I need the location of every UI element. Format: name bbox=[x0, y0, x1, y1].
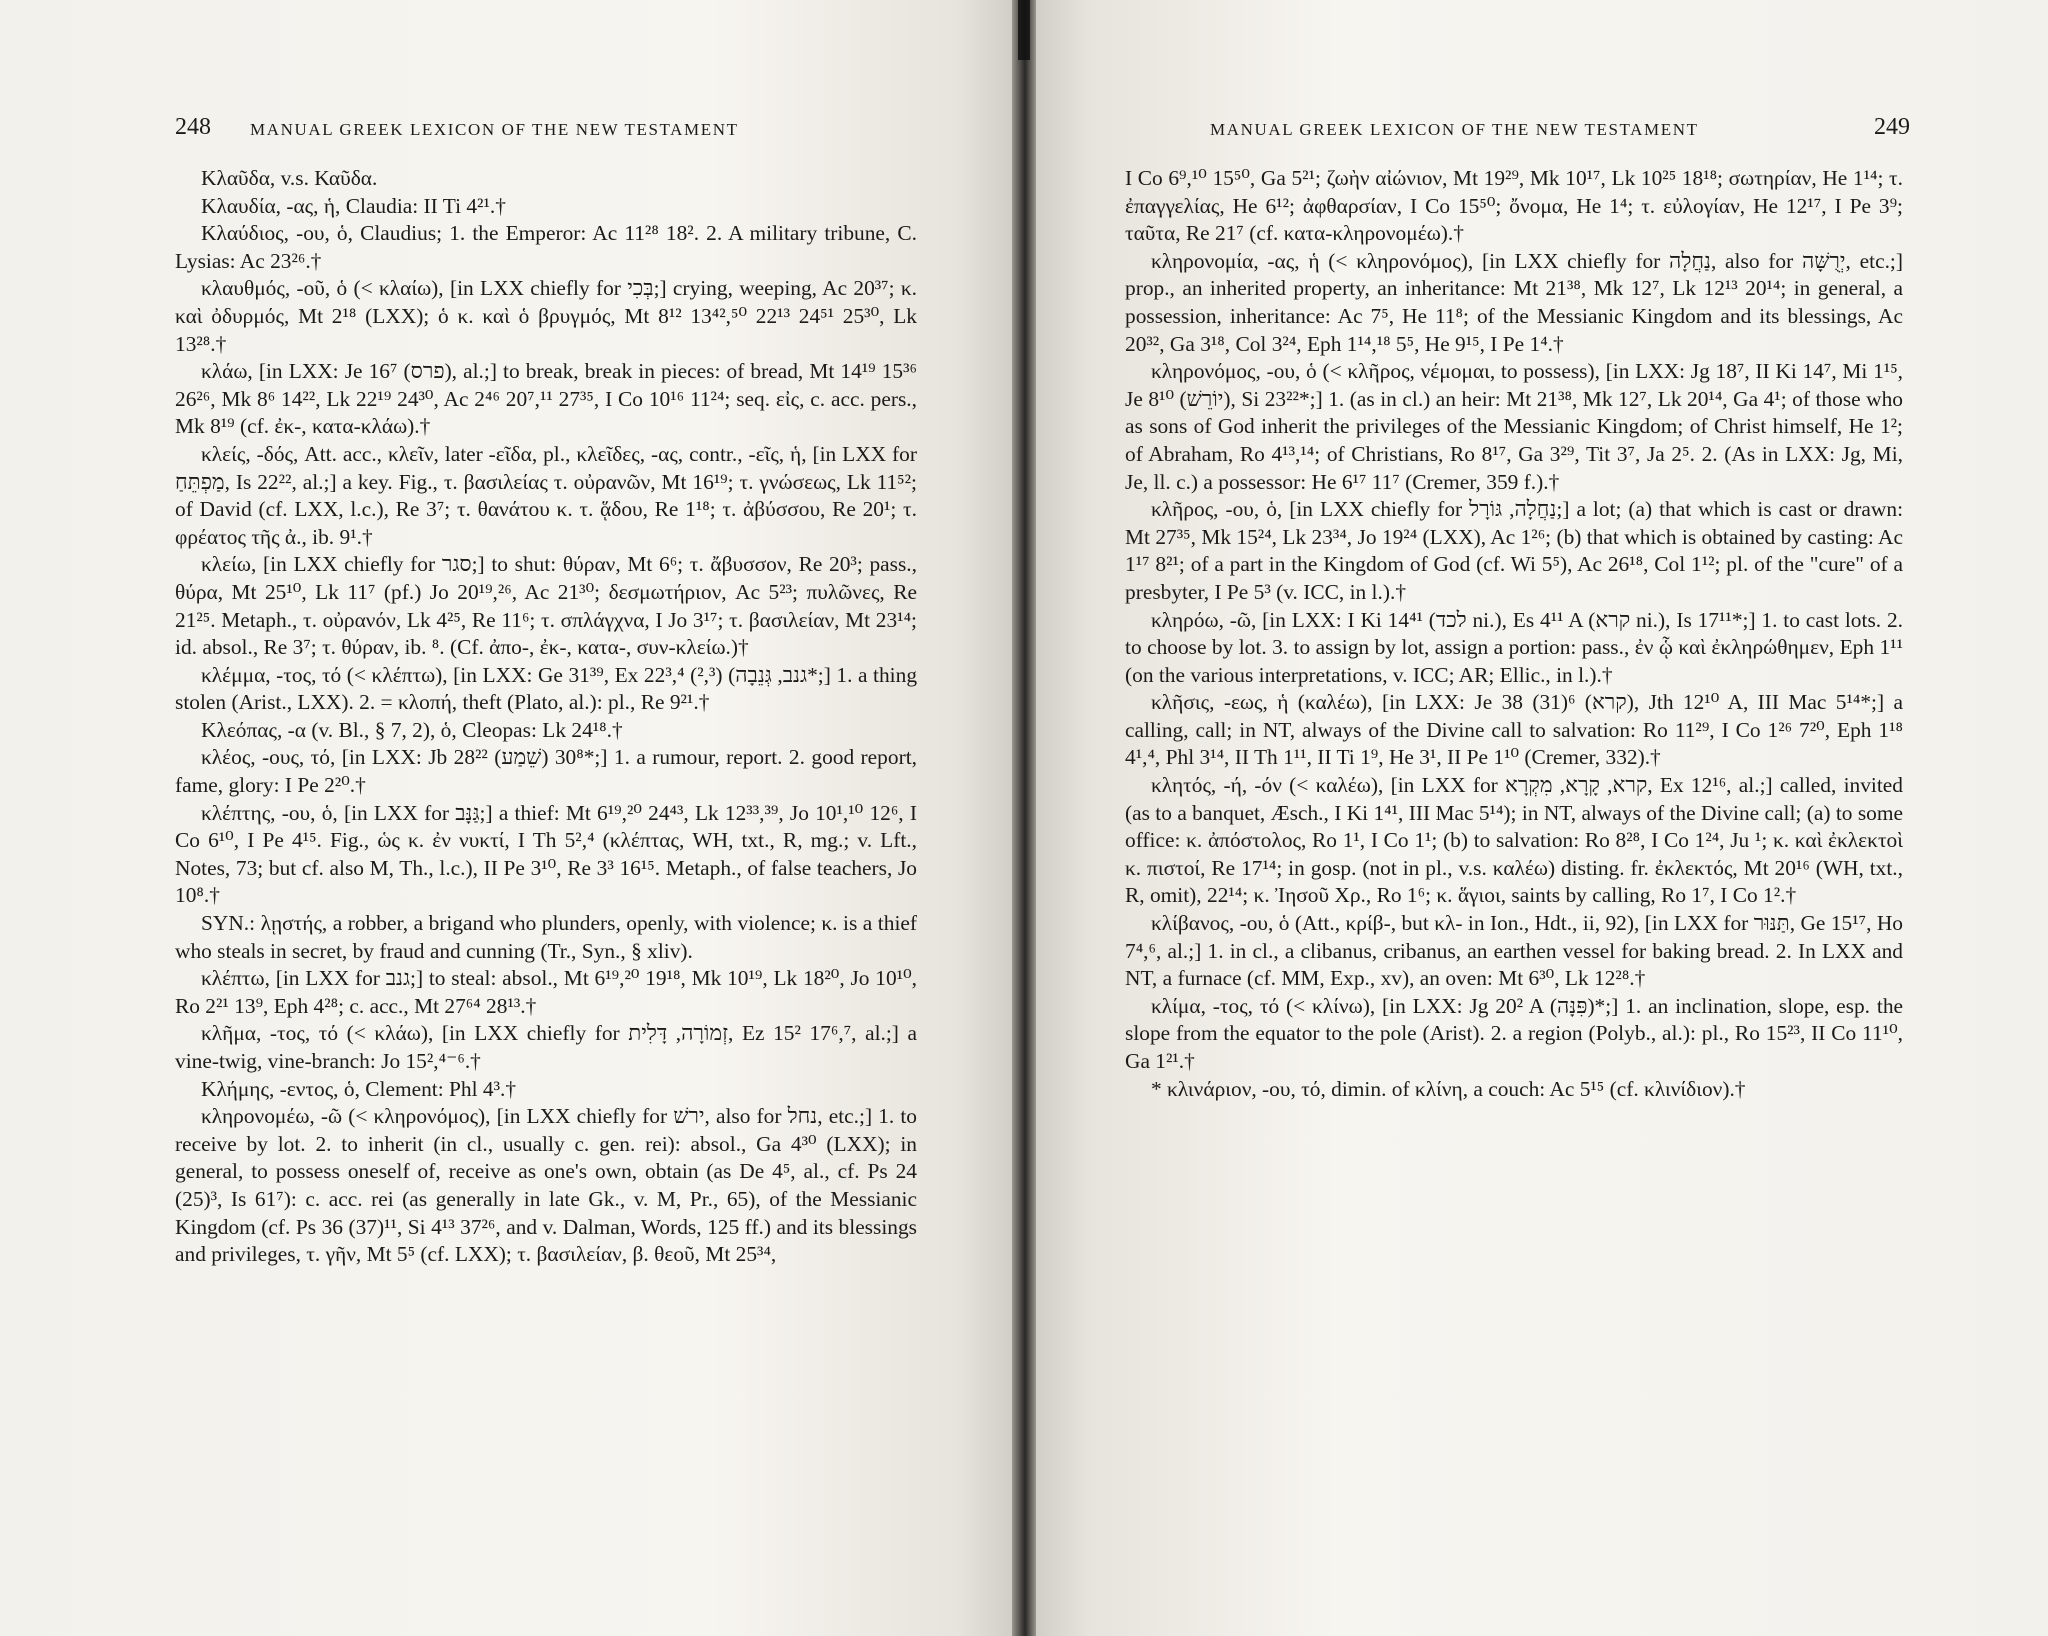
lexicon-entry: κλίμα, -τος, τό (< κλίνω), [in LXX: Jg 20² A (פִּנָּה)*;] 1. an inclination, slope, esp. the slope from the equator to the pole (Arist). 2. a region (Polyb., al.): pl., Ro 15²³, II Co 11¹⁰, Ga 1²¹.† bbox=[1125, 993, 1904, 1073]
lexicon-entry: κληρονομέω, -ῶ (< κληρονόμος), [in LXX chiefly for ירשׁ, also for נחל, etc.;] 1. to receive by lot. 2. to inherit (in cl., usually c. gen. rei): absol., Ga 4³⁰ (LXX); in general, to possess oneself of, receive as one's own, obtain (as De 4⁵, al., cf. Ps 24 (25)³, Is 61⁷): c. acc. rei (as generally in late Gk., v. M, Pr., 65), of the Messianic Kingdom (cf. Ps 36 (37)¹¹, Si 4¹³ 37²⁶, and v. Dalman, Words, 125 ff.) and its blessings and privileges, τ. γῆν, Mt 5⁵ (cf. LXX); τ. βασιλείαν, β. θεοῦ, Mt 25³⁴, bbox=[175, 1104, 918, 1267]
lexicon-entry: κλέμμα, -τος, τό (< κλέπτω), [in LXX: Ge 31³⁹, Ex 22³,⁴ (²,³) (גנב, גְּנֵבָה*;] 1. a thing stolen (Arist., LXX). 2. = κλοπή, theft (Plato, al.): pl., Re 9²¹.† bbox=[175, 662, 918, 715]
lexicon-entry: Κλαυδία, -ας, ἡ, Claudia: II Ti 4²¹.† bbox=[201, 193, 506, 218]
lexicon-entry: Κλαύδιος, -ου, ὁ, Claudius; 1. the Emperor: Ac 11²⁸ 18². 2. A military tribune, C. Lysias: Ac 23²⁶.† bbox=[175, 221, 917, 273]
right-text-column bbox=[1125, 165, 1903, 1103]
lexicon-entry: κλάω, [in LXX: Je 16⁷ (פרס), al.;] to break, break in pieces: of bread, Mt 14¹⁹ 15³⁶ 26²⁶, Mk 8⁶ 14²², Lk 22¹⁹ 24³⁰, Ac 2⁴⁶ 20⁷,¹¹ 27³⁵, I Co 10¹⁶ 11²⁴; seq. εἰς, c. acc. pers., Mk 8¹⁹ (cf. ἐκ-, κατα-κλάω).† bbox=[175, 359, 917, 439]
lexicon-entry: κλέος, -ους, τό, [in LXX: Jb 28²² (שֵׁמַע) 30⁸*;] 1. a rumour, report. 2. good report, fame, glory: I Pe 2²⁰.† bbox=[175, 745, 917, 798]
gutter-shadow bbox=[1018, 0, 1030, 60]
synonym-note: SYN.: λῃστής, a robber, a brigand who plunders, openly, with violence; κ. is a thief who steals in secret, by fraud and cunning (Tr., Syn., § xliv). bbox=[175, 911, 917, 963]
lexicon-entry: κλῆσις, -εως, ἡ (καλέω), [in LXX: Je 38 (31)⁶ (קרא), Jth 12¹⁰ A, III Mac 5¹⁴*;] a calling, call; in NT, always of the Divine call to salvation: Ro 11²⁹, I Co 1²⁶ 7²⁰, Eph 1¹⁸ 4¹,⁴, Phl 3¹⁴, II Th 1¹¹, II Ti 1⁹, He 3¹, II Pe 1¹⁰ (Cremer, 332).† bbox=[1125, 690, 1903, 770]
book-gutter bbox=[1012, 0, 1036, 1636]
lexicon-entry: κλητός, -ή, -όν (< καλέω), [in LXX for קרא, קָרָא, מִקְרָא, Ex 12¹⁶, al.;] called, invited (as to a banquet, Æsch., I Ki 1⁴¹, III Mac 5¹⁴); in NT, always of the Divine call; (a) to some office: κ. ἀπόστολος, Ro 1¹, I Co 1¹; (b) to salvation: Ro 8²⁸, I Co 1²⁴, Ju ¹; κ. καὶ ἐκλεκτοὶ κ. πιστοί, Re 17¹⁴; in gosp. (not in pl., v.s. καλέω) disting. fr. ἐκλεκτός, Mt 20¹⁶ (WH, txt., R, omit), 22¹⁴; κ. Ἰησοῦ Χρ., Ro 1⁶; κ. ἅγιοι, saints by calling, Ro 1⁷, I Co 1².† bbox=[1125, 773, 1903, 908]
left-text-column bbox=[175, 165, 917, 1269]
lexicon-entry: * κλινάριον, -ου, τό, dimin. of κλίνη, a couch: Ac 5¹⁵ (cf. κλινίδιον).† bbox=[1151, 1076, 1746, 1101]
lexicon-entry: Κλαῦδα, v.s. Καῦδα. bbox=[201, 166, 378, 190]
right-running-head bbox=[1180, 114, 1910, 148]
lexicon-entry: κληρονόμος, -ου, ὁ (< κλῆρος, νέμομαι, to possess), [in LXX: Jg 18⁷, II Ki 14⁷, Mi 1¹⁵, Je 8¹⁰ (יוֹרֵשׁ), Si 23²²*;] 1. (as in cl.) an heir: Mt 21³⁸, Mk 12⁷, Lk 20¹⁴, Ga 4¹; of those who as sons of God inherit the privileges of the Messianic Kingdom; of Christ himself, He 1²; of Abraham, Ro 4¹³,¹⁴; of Christians, Ro 8¹⁷, Ga 3²⁹, Tit 3⁷, Ja 2⁵. 2. (As in LXX: Jg, Mi, Je, ll. c.) a possessor: He 6¹⁷ 11⁷ (Cremer, 359 f.).† bbox=[1125, 359, 1903, 494]
left-page bbox=[0, 0, 1018, 1636]
lexicon-entry: κληρονομία, -ας, ἡ (< κληρονόμος), [in LXX chiefly for נַחֲלָה, also for יְרֻשָּׁה, etc.;] prop., an inherited property, an inheritance: Mt 21³⁸, Mk 12⁷, Lk 12¹³ 20¹⁴; in general, a possession, inheritance: Ac 7⁵, He 11⁸; of the Messianic Kingdom and its blessings, Ac 20³², Ga 3¹⁸, Col 3²⁴, Eph 1¹⁴,¹⁸ 5⁵, He 9¹⁵, I Pe 1⁴.† bbox=[1125, 248, 1903, 356]
lexicon-entry-continued: I Co 6⁹,¹⁰ 15⁵⁰, Ga 5²¹; ζωὴν αἰώνιον, Mt 19²⁹, Mk 10¹⁷, Lk 10²⁵ 18¹⁸; σωτηρίαν, He 1¹⁴; τ. ἐπαγγελίας, He 6¹²; ἀφθαρσίαν, I Co 15⁵⁰; ὄνομα, He 1⁴; τ. εὐλογίαν, He 12¹⁷, I Pe 3⁹; ταῦτα, Re 21⁷ (cf. κατα-κληρονομέω).† bbox=[1125, 166, 1903, 246]
running-head-title: MANUAL GREEK LEXICON OF THE NEW TESTAMENT bbox=[1210, 120, 1699, 139]
lexicon-entry: κλῆμα, -τος, τό (< κλάω), [in LXX chiefly for זְמוֹרָה, דָּלִית, Ez 15² 17⁶,⁷, al.;] a vine-twig, vine-branch: Jo 15²,⁴⁻⁶.† bbox=[175, 1021, 917, 1073]
lexicon-entry: κλέπτης, -ου, ὁ, [in LXX for גַּנָּב;] a thief: Mt 6¹⁹,²⁰ 24⁴³, Lk 12³³,³⁹, Jo 10¹,¹⁰ 12⁶, I Co 6¹⁰, I Pe 4¹⁵. Fig., ὡς κ. ἐν νυκτί, I Th 5²,⁴ (κλέπτας, WH, txt., R, mg.; v. Lft., Notes, 73; but cf. also M, Th., l.c.), II Pe 3¹⁰, Re 3³ 16¹⁵. Metaph., of false teachers, Jo 10⁸.† bbox=[175, 800, 917, 908]
left-running-head bbox=[175, 114, 865, 148]
lexicon-entry: Κλεόπας, -α (v. Bl., § 7, 2), ὁ, Cleopas: Lk 24¹⁸.† bbox=[201, 717, 623, 742]
page-number: 249 bbox=[1874, 114, 1910, 140]
lexicon-entry: κλείω, [in LXX chiefly for סגר;] to shut: θύραν, Mt 6⁶; τ. ἄβυσσον, Re 20³; pass., θύρα, Mt 25¹⁰, Lk 11⁷ (pf.) Jo 20¹⁹,²⁶, Ac 21³⁰; δεσμωτήριον, Ac 5²³; πυλῶνες, Re 21²⁵. Metaph., τ. οὐρανόν, Lk 4²⁵, Re 11⁶; τ. σπλάγχνα, I Jo 3¹⁷; τ. βασιλείαν, Mt 23¹⁴; id. absol., Re 3⁷; τ. θύραν, ib. ⁸. (Cf. ἀπο-, ἐκ-, κατα-, συν-κλείω.)† bbox=[175, 552, 917, 660]
running-head-title: MANUAL GREEK LEXICON OF THE NEW TESTAMENT bbox=[250, 120, 739, 139]
lexicon-entry: κλαυθμός, -οῦ, ὁ (< κλαίω), [in LXX chiefly for בְּכִי;] crying, weeping, Ac 20³⁷; κ. καὶ ὀδυρμός, Mt 2¹⁸ (LXX); ὁ κ. καὶ ὁ βρυγμός, Mt 8¹² 13⁴²,⁵⁰ 22¹³ 24⁵¹ 25³⁰, Lk 13²⁸.† bbox=[175, 276, 917, 356]
lexicon-entry: κλείς, -δός, Att. acc., κλεῖν, later -εῖδα, pl., κλεῖδες, -ας, contr., -εῖς, ἡ, [in LXX for מַפְתֵּחַ, Is 22²², al.;] a key. Fig., τ. βασιλείας τ. οὐρανῶν, Mt 16¹⁹; τ. γνώσεως, Lk 11⁵²; of David (cf. LXX, l.c.), Re 3⁷; τ. θανάτου κ. τ. ᾅδου, Re 1¹⁸; τ. ἀβύσσου, Re 20¹; τ. φρέατος τῆς ἀ., ib. 9¹.† bbox=[175, 441, 917, 549]
lexicon-entry: κλῆρος, -ου, ὁ, [in LXX chiefly for נַחֲלָה, גּוֹרָל;] a lot; (a) that which is cast or drawn: Mt 27³⁵, Mk 15²⁴, Lk 23³⁴, Jo 19²⁴ (LXX), Ac 1²⁶; (b) that which is obtained by casting: Ac 1¹⁷ 8²¹; of a part in the Kingdom of God (cf. Wi 5⁵), Ac 26¹⁸, Col 1¹²; pl. of the "cure" of a presbyter, I Pe 5³ (v. ICC, in l.).† bbox=[1125, 497, 1904, 604]
lexicon-entry: κληρόω, -ῶ, [in LXX: I Ki 14⁴¹ (לכד ni.), Es 4¹¹ A (קרא ni.), Is 17¹¹*;] 1. to cast lots. 2. to choose by lot. 3. to assign by lot, assign a portion: pass., ἐν ᾧ καὶ ἐκληρώθημεν, Eph 1¹¹ (on the various interpretations, v. ICC; AR; Ellic., in l.).† bbox=[1125, 607, 1903, 687]
right-page bbox=[1030, 0, 2048, 1636]
lexicon-entry: κλέπτω, [in LXX for גנב;] to steal: absol., Mt 6¹⁹,²⁰ 19¹⁸, Mk 10¹⁹, Lk 18²⁰, Jo 10¹⁰, Ro 2²¹ 13⁹, Eph 4²⁸; c. acc., Mt 27⁶⁴ 28¹³.† bbox=[175, 966, 917, 1018]
page-number: 248 bbox=[175, 114, 211, 140]
lexicon-entry: κλίβανος, -ου, ὁ (Att., κρίβ-, but κλ- in Ion., Hdt., ii, 92), [in LXX for תַּנּוּר, Ge 15¹⁷, Ho 7⁴,⁶, al.;] 1. in cl., a clibanus, cribanus, an earthen vessel for baking bread. 2. In LXX and NT, a furnace (cf. MM, Exp., xv), an oven: Mt 6³⁰, Lk 12²⁸.† bbox=[1125, 911, 1903, 991]
lexicon-entry: Κλήμης, -εντος, ὁ, Clement: Phl 4³.† bbox=[201, 1076, 517, 1101]
